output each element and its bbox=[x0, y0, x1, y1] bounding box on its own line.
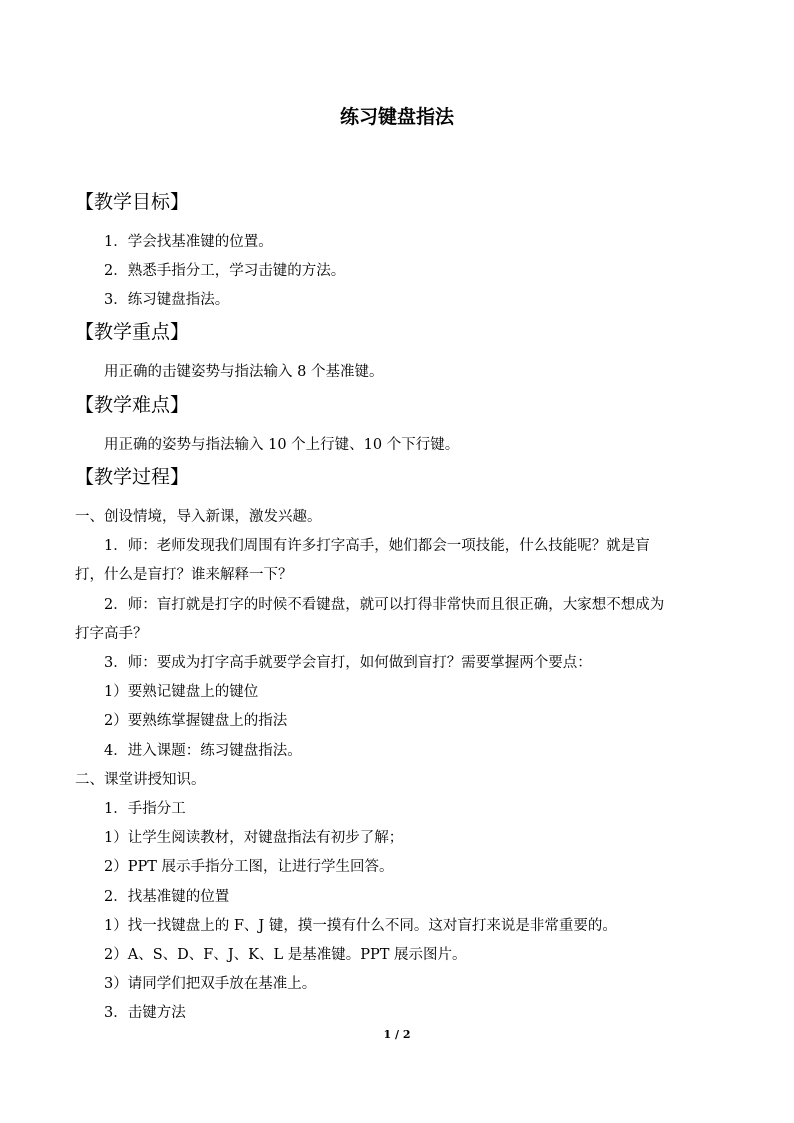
process-line: 3．师：要成为打字高手就要学会盲打，如何做到盲打？需要掌握两个要点： bbox=[104, 655, 592, 671]
process-line: 4．进入课题：练习键盘指法。 bbox=[104, 743, 302, 759]
process-line: 1）让学生阅读教材，对键盘指法有初步了解； bbox=[104, 830, 404, 846]
process-line: 2．师：盲打就是打字的时候不看键盘，就可以打得非常快而且很正确，大家想不想成为 bbox=[104, 597, 665, 613]
process-heading: 【教学过程】 bbox=[75, 466, 190, 488]
process-line: 2．找基准键的位置 bbox=[104, 889, 230, 905]
goals-heading: 【教学目标】 bbox=[75, 191, 190, 213]
key-points-heading: 【教学重点】 bbox=[75, 321, 190, 343]
difficulties-text: 用正确的姿势与指法输入 10 个上行键、10 个下行键。 bbox=[104, 437, 460, 453]
key-points-text: 用正确的击键姿势与指法输入 8 个基准键。 bbox=[104, 364, 384, 380]
page-number: 1 / 2 bbox=[383, 1028, 411, 1041]
process-line: 3．击键方法 bbox=[104, 1005, 186, 1021]
process-line: 3）请同学们把双手放在基准上。 bbox=[104, 976, 317, 992]
goal-item-3: 3．练习键盘指法。 bbox=[104, 292, 230, 308]
process-line: 打字高手？ bbox=[75, 626, 148, 642]
process-line: 2）A、S、D、F、J、K、L 是基准键。PPT 展示图片。 bbox=[104, 947, 467, 963]
process-line: 1．手指分工 bbox=[104, 801, 186, 817]
document-title: 练习键盘指法 bbox=[339, 106, 454, 128]
process-line: 1．师：老师发现我们周围有许多打字高手，她们都会一项技能，什么技能呢？就是盲 bbox=[104, 538, 650, 554]
process-line: 1）找一找键盘上的 F、J 键，摸一摸有什么不同。这对盲打来说是非常重要的。 bbox=[104, 918, 617, 934]
process-line: 打，什么是盲打？谁来解释一下？ bbox=[75, 567, 293, 583]
goal-item-1: 1．学会找基准键的位置。 bbox=[104, 234, 273, 250]
process-line: 二、课堂讲授知识。 bbox=[75, 772, 206, 788]
process-line: 一、创设情境，导入新课，激发兴趣。 bbox=[75, 509, 322, 525]
process-line: 2）要熟练掌握键盘上的指法 bbox=[104, 713, 288, 729]
process-line: 1）要熟记键盘上的键位 bbox=[104, 684, 259, 700]
difficulties-heading: 【教学难点】 bbox=[75, 394, 190, 416]
goal-item-2: 2．熟悉手指分工，学习击键的方法。 bbox=[104, 263, 346, 279]
process-line: 2）PPT 展示手指分工图，让进行学生回答。 bbox=[104, 859, 394, 875]
